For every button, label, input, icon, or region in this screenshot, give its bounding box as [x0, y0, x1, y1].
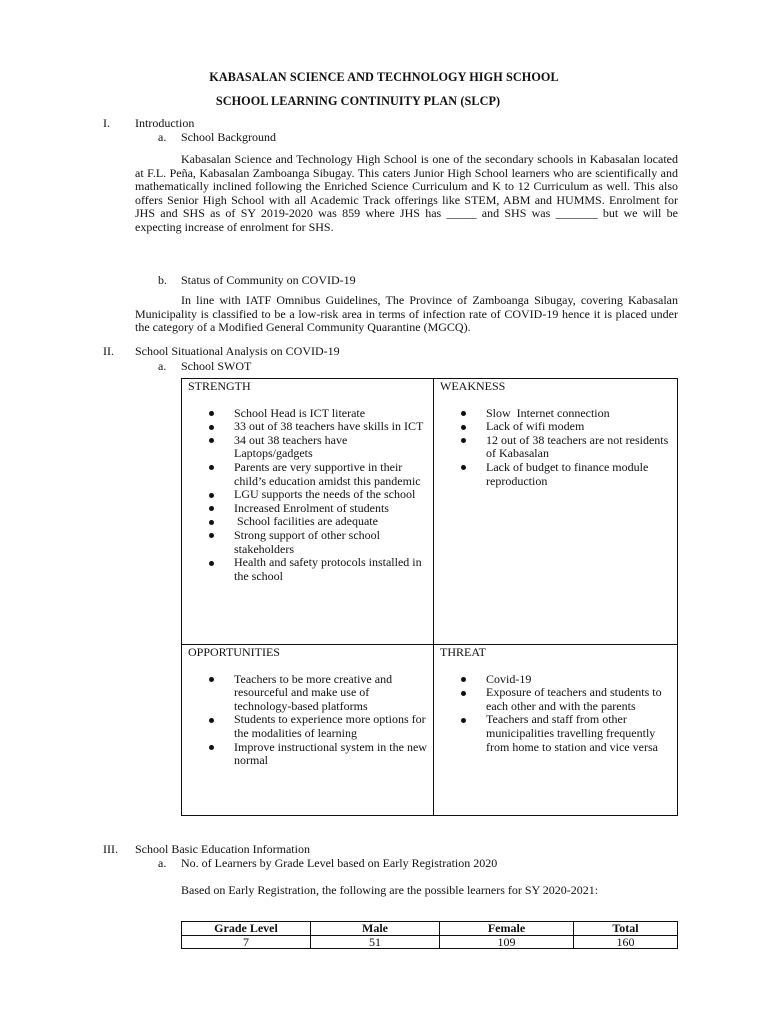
swot-weakness-cell — [433, 379, 677, 644]
swot-threat-label: THREAT — [440, 645, 486, 659]
table-header-row — [182, 922, 678, 936]
table-header-cell: Female — [440, 922, 574, 936]
table-cell: 51 — [311, 935, 440, 949]
section-1a-title: School Background — [181, 130, 276, 144]
swot-weakness-label: WEAKNESS — [440, 379, 506, 393]
section-2-numeral: II. — [103, 344, 114, 358]
section-2a-title: School SWOT — [181, 359, 252, 373]
list-item: Teachers and staff from other municipalities travelling frequently from home to station and vice versa — [440, 713, 671, 754]
section-3-numeral: III. — [103, 842, 118, 856]
list-item: Parents are very supportive in their child’s education amidst this pandemic — [188, 461, 427, 488]
list-item: Students to experience more options for the modalities of learning — [188, 713, 427, 740]
covid-status-paragraph: In line with IATF Omnibus Guidelines, The Province of Zamboanga Sibugay, covering Kabasalan Municipality is classified to be a low-risk area in terms of infection rate of COVID-19 hence it is placed under the category of a Modified General Community Quarantine (MGCQ). — [135, 293, 678, 335]
section-1b-title: Status of Community on COVID-19 — [181, 273, 356, 287]
section-1b-letter: b. — [158, 273, 167, 287]
list-item: Improve instructional system in the new normal — [188, 741, 427, 768]
swot-table — [181, 378, 678, 816]
section-1-title: Introduction — [135, 116, 195, 130]
learners-by-grade-table — [181, 921, 678, 949]
section-3a-title: No. of Learners by Grade Level based on Early Registration 2020 — [181, 856, 498, 870]
swot-opportunities-list — [188, 673, 427, 768]
section-1a-letter: a. — [158, 130, 167, 144]
swot-strength-list — [188, 407, 427, 584]
list-item: Covid-19 — [440, 673, 671, 687]
school-name-heading: KABASALAN SCIENCE AND TECHNOLOGY HIGH SCHOOL — [209, 70, 559, 84]
school-background-paragraph: Kabasalan Science and Technology High School is one of the secondary schools in Kabasalan located at F.L. Peña, Kabasalan Zamboanga Sibugay. This caters Junior High School learners who are scientifically and mathematically inclined following the Enriched Science Curriculum and K to 12 Curriculum as well. This also offers Senior High School with all Academic Track offerings like STEM, ABM and HUMMS. Enrolment for JHS and SHS as of SY 2019-2020 was 859 where JHS has _____ and SHS was _______ but we will be expecting increase of enrolment for SHS. — [135, 152, 678, 234]
list-item: LGU supports the needs of the school — [188, 488, 427, 502]
list-item: Teachers to be more creative and resourceful and make use of technology-based platforms — [188, 673, 427, 714]
swot-threat-list — [440, 673, 671, 755]
section-3a-letter: a. — [158, 856, 167, 870]
section-1-numeral: I. — [103, 116, 110, 130]
table-row — [182, 935, 678, 949]
early-registration-intro: Based on Early Registration, the following are the possible learners for SY 2020-2021: — [181, 883, 599, 897]
list-item: 12 out of 38 teachers are not residents of Kabasalan — [440, 434, 671, 461]
swot-weakness-list — [440, 407, 671, 489]
list-item: Increased Enrolment of students — [188, 502, 427, 516]
plan-title-heading: SCHOOL LEARNING CONTINUITY PLAN (SLCP) — [215, 94, 501, 108]
list-item: Health and safety protocols installed in the school — [188, 556, 427, 583]
table-header-cell: Grade Level — [182, 922, 311, 936]
section-3-title: School Basic Education Information — [135, 842, 310, 856]
list-item: 33 out of 38 teachers have skills in ICT — [188, 420, 427, 434]
table-cell: 160 — [574, 935, 678, 949]
swot-strength-label: STRENGTH — [188, 379, 251, 393]
section-2a-letter: a. — [158, 359, 167, 373]
swot-opportunities-cell — [182, 644, 433, 815]
swot-strength-cell — [182, 379, 433, 644]
swot-opportunities-label: OPPORTUNITIES — [188, 645, 280, 659]
swot-threat-cell — [433, 644, 677, 815]
section-2-title: School Situational Analysis on COVID-19 — [135, 344, 340, 358]
list-item: Lack of wifi modem — [440, 420, 671, 434]
list-item: Slow Internet connection — [440, 407, 671, 421]
list-item: Exposure of teachers and students to each other and with the parents — [440, 686, 671, 713]
list-item: Strong support of other school stakeholders — [188, 529, 427, 556]
table-cell: 7 — [182, 935, 311, 949]
list-item: Lack of budget to finance module reproduction — [440, 461, 671, 488]
list-item: School Head is ICT literate — [188, 407, 427, 421]
table-header-cell: Total — [574, 922, 678, 936]
list-item: 34 out 38 teachers have Laptops/gadgets — [188, 434, 427, 461]
list-item: School facilities are adequate — [188, 515, 427, 529]
table-cell: 109 — [440, 935, 574, 949]
table-header-cell: Male — [311, 922, 440, 936]
